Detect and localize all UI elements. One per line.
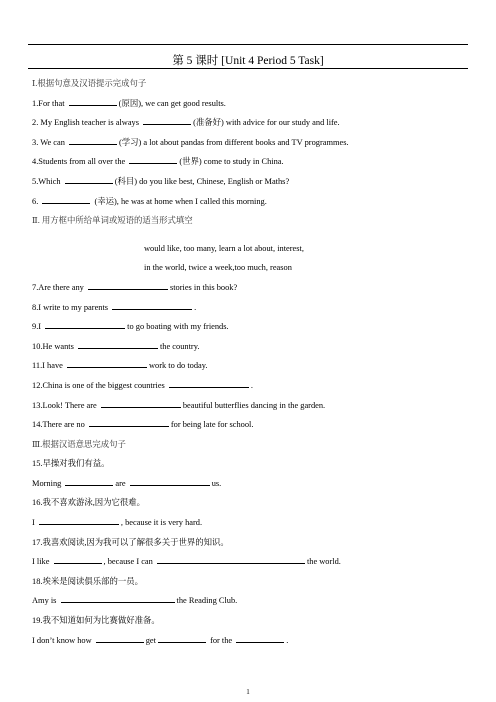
question-text: the country. [159, 341, 200, 351]
answer-blank[interactable] [169, 378, 249, 388]
question-2 [32, 113, 472, 133]
page-number: 1 [246, 688, 250, 696]
question-text: 14.There are no [32, 420, 85, 430]
answer-blank[interactable] [45, 319, 125, 329]
question-3 [32, 133, 472, 153]
answer-blank[interactable] [65, 476, 113, 486]
title-rule [28, 68, 468, 69]
question-12 [32, 376, 472, 396]
question-text: . [194, 302, 197, 312]
answer-blank[interactable] [67, 358, 147, 368]
question-text: 9.I [32, 322, 42, 332]
question-text: stories in this book? [169, 282, 238, 292]
answer-blank[interactable] [130, 476, 210, 486]
question-text: (准备好) with advice for our study and life. [193, 118, 340, 128]
worksheet-content [32, 74, 472, 650]
question-16 [32, 513, 472, 533]
question-text: the Reading Club. [176, 596, 238, 606]
question-9 [32, 317, 472, 337]
answer-blank[interactable] [78, 339, 158, 349]
question-text: beautiful butterflies dancing in the garden. [182, 400, 326, 410]
question-text: 6. [32, 196, 39, 206]
word-box-line-2: in the world, twice a week,too much, reason [144, 263, 292, 273]
question-18 [32, 591, 472, 611]
question-text: 2. My English teacher is always [32, 118, 139, 128]
answer-blank[interactable] [236, 633, 284, 643]
question-text: I don’t know how [32, 635, 92, 645]
section-1-heading: Ⅰ.根据句意及汉语提示完成句子 [32, 79, 147, 88]
question-text: , because it is very hard. [120, 518, 203, 528]
answer-blank[interactable] [54, 554, 102, 564]
question-text: 12.China is one of the biggest countries [32, 380, 165, 390]
answer-blank[interactable] [65, 174, 113, 184]
question-5 [32, 172, 472, 192]
question-text: (学习) a lot about pandas from different books and TV programmes. [118, 137, 349, 147]
question-text: . [286, 635, 289, 645]
question-text: 8.I write to my parents [32, 302, 109, 312]
answer-blank[interactable] [88, 280, 168, 290]
word-box-line-1: would like, too many, learn a lot about, interest, [144, 243, 304, 253]
question-18-chinese: 18.埃米是阅读俱乐部的一员。 [32, 576, 143, 586]
question-text: are [115, 478, 126, 488]
answer-blank[interactable] [143, 115, 191, 125]
answer-blank[interactable] [101, 398, 181, 408]
question-8 [32, 298, 472, 318]
question-15 [32, 474, 472, 494]
question-text: us. [211, 478, 222, 488]
question-text: 11.I have [32, 361, 63, 371]
answer-blank[interactable] [158, 633, 206, 643]
header-rule [28, 44, 468, 45]
question-19 [32, 631, 472, 651]
question-text: I [32, 518, 35, 528]
question-text: for the [210, 635, 233, 645]
question-text: (原因), we can get good results. [118, 98, 226, 108]
question-text: 5.Which [32, 176, 61, 186]
answer-blank[interactable] [96, 633, 144, 643]
question-text: , because I can [103, 557, 153, 567]
question-text: Amy is [32, 596, 57, 606]
answer-blank[interactable] [157, 554, 305, 564]
answer-blank[interactable] [69, 96, 117, 106]
question-13 [32, 396, 472, 416]
question-text: (科目) do you like best, Chinese, English or Maths? [114, 176, 290, 186]
answer-blank[interactable] [89, 417, 169, 427]
answer-blank[interactable] [39, 515, 119, 525]
section-3-heading: Ⅲ.根据汉语意思完成句子 [32, 439, 126, 449]
question-17 [32, 552, 472, 572]
question-text: to go boating with my friends. [127, 322, 229, 332]
question-text: 7.Are there any [32, 282, 84, 292]
question-text: Morning [32, 478, 62, 488]
question-15-chinese: 15.早操对我们有益。 [32, 459, 110, 469]
question-14 [32, 415, 472, 435]
question-text: for being late for school. [170, 420, 254, 430]
question-text: 4.Students from all over the [32, 157, 126, 167]
question-4 [32, 152, 472, 172]
question-11 [32, 356, 472, 376]
answer-blank[interactable] [42, 194, 90, 204]
question-10 [32, 337, 472, 357]
answer-blank[interactable] [61, 593, 175, 603]
question-19-chinese: 19.我不知道如何为比赛做好准备。 [32, 616, 160, 626]
question-text: (幸运), he was at home when I called this morning. [94, 196, 267, 206]
question-text: 3. We can [32, 137, 65, 147]
section-2-heading: Ⅱ. 用方框中所给单词或短语的适当形式填空 [32, 216, 193, 226]
question-text: 1.For that [32, 98, 65, 108]
question-text: 13.Look! There are [32, 400, 97, 410]
page-title: 第 5 课时 [Unit 4 Period 5 Task] [172, 55, 324, 67]
answer-blank[interactable] [129, 154, 177, 164]
question-17-chinese: 17.我喜欢阅读,因为我可以了解很多关于世界的知识。 [32, 537, 229, 547]
question-text: the world. [306, 557, 341, 567]
question-text: get [145, 635, 156, 645]
question-text: I like [32, 557, 50, 567]
answer-blank[interactable] [69, 135, 117, 145]
question-6 [32, 192, 472, 212]
question-16-chinese: 16.我不喜欢游泳,因为它很难。 [32, 498, 146, 508]
question-text: (世界) come to study in China. [179, 157, 284, 167]
question-text: . [250, 380, 254, 390]
answer-blank[interactable] [112, 300, 192, 310]
question-7 [32, 278, 472, 298]
question-1 [32, 94, 472, 114]
spacer [32, 231, 472, 239]
question-text: 10.He wants [32, 341, 74, 351]
question-text: work to do today. [148, 361, 208, 371]
